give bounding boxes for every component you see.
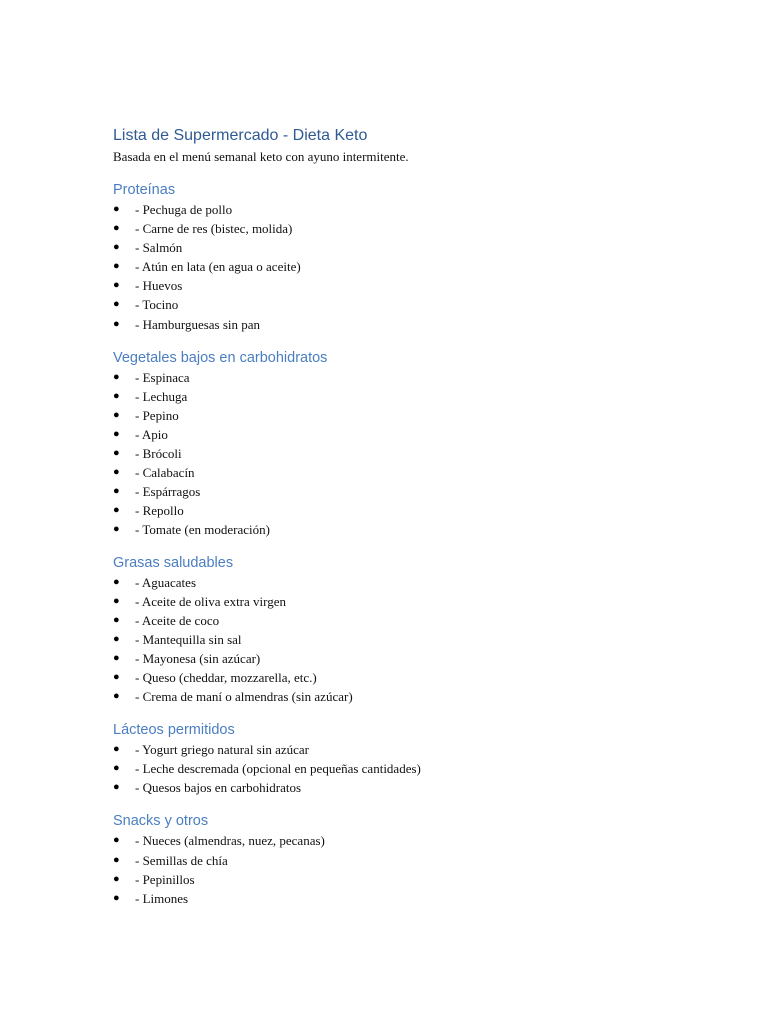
list-item xyxy=(113,238,673,257)
bullet-icon: ● xyxy=(113,370,120,383)
item-list xyxy=(113,368,673,540)
list-item-text: - Huevos xyxy=(135,278,183,294)
item-list xyxy=(113,573,673,707)
item-list xyxy=(113,200,673,334)
list-item-text: - Calabacín xyxy=(135,465,195,481)
list-item-text: - Nueces (almendras, nuez, pecanas) xyxy=(135,833,325,849)
sections-container xyxy=(113,180,673,908)
list-item-text: - Limones xyxy=(135,890,189,906)
list-item xyxy=(113,889,673,908)
bullet-icon: ● xyxy=(113,279,120,292)
list-item-text: - Queso (cheddar, mozzarella, etc.) xyxy=(135,669,317,685)
list-item xyxy=(113,649,673,668)
list-item xyxy=(113,687,673,706)
list-item xyxy=(113,315,673,334)
list-item xyxy=(113,630,673,649)
bullet-icon: ● xyxy=(113,317,120,330)
list-item xyxy=(113,276,673,295)
list-item xyxy=(113,425,673,444)
list-item xyxy=(113,501,673,520)
list-item-text: - Pepinillos xyxy=(135,871,195,887)
list-item-text: - Espinaca xyxy=(135,369,190,385)
list-item xyxy=(113,295,673,314)
list-item xyxy=(113,851,673,870)
list-item-text: - Brócoli xyxy=(135,446,182,462)
bullet-icon: ● xyxy=(113,594,120,607)
bullet-icon: ● xyxy=(113,613,120,626)
list-item xyxy=(113,482,673,501)
section-3 xyxy=(113,720,673,797)
list-item xyxy=(113,573,673,592)
section-2 xyxy=(113,553,673,707)
bullet-icon: ● xyxy=(113,651,120,664)
list-item xyxy=(113,463,673,482)
list-item-text: - Aceite de oliva extra virgen xyxy=(135,593,287,609)
list-item-text: - Lechuga xyxy=(135,388,188,404)
bullet-icon: ● xyxy=(113,447,120,460)
bullet-icon: ● xyxy=(113,853,120,866)
list-item xyxy=(113,778,673,797)
list-item-text: - Espárragos xyxy=(135,484,201,500)
bullet-icon: ● xyxy=(113,298,120,311)
document-title: Lista de Supermercado - Dieta Keto xyxy=(113,127,368,144)
bullet-icon: ● xyxy=(113,781,120,794)
bullet-icon: ● xyxy=(113,203,120,215)
document-subtitle: Basada en el menú semanal keto con ayuno intermitente. xyxy=(113,149,409,164)
item-list xyxy=(113,831,673,907)
list-item xyxy=(113,200,673,219)
list-item xyxy=(113,406,673,425)
section-1 xyxy=(113,348,673,540)
section-heading: Lácteos permitidos xyxy=(113,722,235,739)
list-item-text: - Salmón xyxy=(135,240,183,256)
document-page xyxy=(113,125,673,908)
list-item-text: - Tocino xyxy=(135,297,179,313)
bullet-icon: ● xyxy=(113,222,120,235)
section-4 xyxy=(113,811,673,907)
list-item-text: - Semillas de chía xyxy=(135,852,228,868)
bullet-icon: ● xyxy=(113,690,120,703)
list-item-text: - Aguacates xyxy=(135,574,197,590)
list-item-text: - Yogurt griego natural sin azúcar xyxy=(135,742,310,758)
list-item xyxy=(113,257,673,276)
bullet-icon: ● xyxy=(113,389,120,402)
bullet-icon: ● xyxy=(113,575,120,588)
section-heading: Vegetales bajos en carbohidratos xyxy=(113,349,328,366)
bullet-icon: ● xyxy=(113,891,120,904)
list-item xyxy=(113,444,673,463)
list-item-text: - Mantequilla sin sal xyxy=(135,631,242,647)
list-item xyxy=(113,387,673,406)
list-item-text: - Pechuga de pollo xyxy=(135,202,233,217)
bullet-icon: ● xyxy=(113,427,120,440)
list-item-text: - Carne de res (bistec, molida) xyxy=(135,221,293,237)
bullet-icon: ● xyxy=(113,670,120,683)
list-item xyxy=(113,668,673,687)
bullet-icon: ● xyxy=(113,872,120,885)
bullet-icon: ● xyxy=(113,523,120,536)
list-item xyxy=(113,831,673,850)
bullet-icon: ● xyxy=(113,466,120,479)
bullet-icon: ● xyxy=(113,834,120,847)
list-item xyxy=(113,759,673,778)
list-item-text: - Quesos bajos en carbohidratos xyxy=(135,780,302,796)
section-0 xyxy=(113,180,673,334)
bullet-icon: ● xyxy=(113,408,120,421)
list-item-text: - Repollo xyxy=(135,503,184,519)
list-item-text: - Atún en lata (en agua o aceite) xyxy=(135,259,301,275)
list-item xyxy=(113,592,673,611)
bullet-icon: ● xyxy=(113,632,120,645)
bullet-icon: ● xyxy=(113,504,120,517)
list-item xyxy=(113,740,673,759)
list-item-text: - Mayonesa (sin azúcar) xyxy=(135,650,261,666)
list-item-text: - Crema de maní o almendras (sin azúcar) xyxy=(135,689,353,705)
list-item xyxy=(113,368,673,387)
list-item-text: - Leche descremada (opcional en pequeñas cantidades) xyxy=(135,761,421,777)
bullet-icon: ● xyxy=(113,762,120,775)
list-item-text: - Hamburguesas sin pan xyxy=(135,316,261,332)
list-item-text: - Apio xyxy=(135,426,168,442)
list-item xyxy=(113,870,673,889)
list-item-text: - Aceite de coco xyxy=(135,612,220,628)
list-item-text: - Tomate (en moderación) xyxy=(135,522,270,538)
section-heading: Proteínas xyxy=(113,182,176,198)
section-heading: Snacks y otros xyxy=(113,813,209,830)
list-item xyxy=(113,520,673,539)
bullet-icon: ● xyxy=(113,485,120,498)
list-item-text: - Pepino xyxy=(135,407,179,423)
bullet-icon: ● xyxy=(113,260,120,273)
list-item xyxy=(113,611,673,630)
bullet-icon: ● xyxy=(113,743,120,756)
item-list xyxy=(113,740,673,797)
bullet-icon: ● xyxy=(113,241,120,254)
list-item xyxy=(113,219,673,238)
section-heading: Grasas saludables xyxy=(113,554,234,571)
